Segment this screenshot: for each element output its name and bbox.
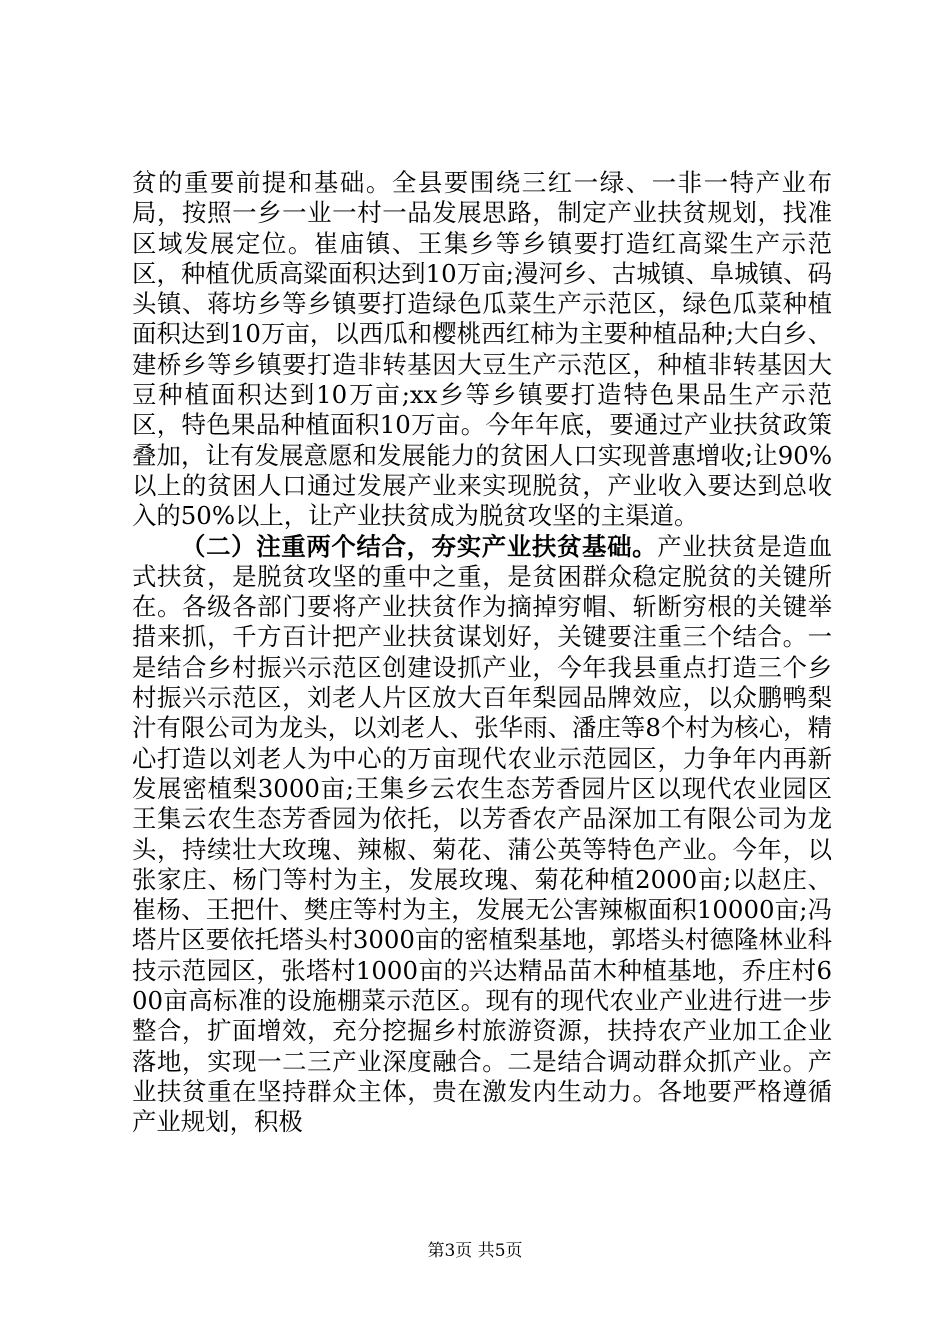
paragraph-1 <box>132 168 832 532</box>
paragraph-1-text: 贫的重要前提和基础。全县要围绕三红一绿、一非一特产业布局，按照一乡一业一村一品发展思路，制定产业扶贫规划，找准区域发展定位。崔庙镇、王集乡等乡镇要打造红高粱生产示范区，种植优质高粱面积达到10万亩;漫河乡、古城镇、阜城镇、码头镇、蒋坊乡等乡镇要打造绿色瓜菜生产示范区，绿色瓜菜种植面积达到10万亩，以西瓜和樱桃西红柿为主要种植品种;大白乡、建桥乡等乡镇要打造非转基因大豆生产示范区，种植非转基因大豆种植面积达到10万亩;xx乡等乡镇要打造特色果品生产示范区，特色果品种植面积10万亩。今年年底，要通过产业扶贫政策叠加，让有发展意愿和发展能力的贫困人口实现普惠增收;让90%以上的贫困人口通过发展产业来实现脱贫，产业收入要达到总收入的50%以上，让产业扶贫成为脱贫攻坚的主渠道。 <box>132 168 832 531</box>
document-body <box>132 168 832 1138</box>
page-number-label: 第3页 共5页 <box>427 1241 523 1261</box>
page-footer <box>0 1240 950 1262</box>
paragraph-section-2 <box>132 532 832 1138</box>
section-2-body: 产业扶贫是造血式扶贫，是脱贫攻坚的重中之重，是贫困群众稳定脱贫的关键所在。各级各部门要将产业扶贫作为摘掉穷帽、斩断穷根的关键举措来抓，千方百计把产业扶贫谋划好，关键要注重三个结合。一是结合乡村振兴示范区创建设抓产业，今年我县重点打造三个乡村振兴示范区，刘老人片区放大百年梨园品牌效应，以众鹏鸭梨汁有限公司为龙头，以刘老人、张华雨、潘庄等8个村为核心，精心打造以刘老人为中心的万亩现代农业示范园区，力争年内再新发展密植梨3000亩;王集乡云农生态芳香园片区以现代农业园区王集云农生态芳香园为依托，以芳香农产品深加工有限公司为龙头，持续壮大玫瑰、辣椒、菊花、蒲公英等特色产业。今年，以张家庄、杨门等村为主，发展玫瑰、菊花种植2000亩;以赵庄、崔杨、王把什、樊庄等村为主，发展无公害辣椒面积10000亩;冯塔片区要依托塔头村3000亩的密植梨基地，郭塔头村德隆林业科技示范园区，张塔村1000亩的兴达精品苗木种植基地，乔庄村600亩高标准的设施棚菜示范区。现有的现代农业产业进行进一步整合，扩面增效，充分挖掘乡村旅游资源，扶持农产业加工企业落地，实现一二三产业深度融合。二是结合调动群众抓产业。产业扶贫重在坚持群众主体，贵在激发内生动力。各地要严格遵循产业规划，积极 <box>132 531 832 1137</box>
section-2-heading: （二）注重两个结合，夯实产业扶贫基础。 <box>181 531 658 561</box>
